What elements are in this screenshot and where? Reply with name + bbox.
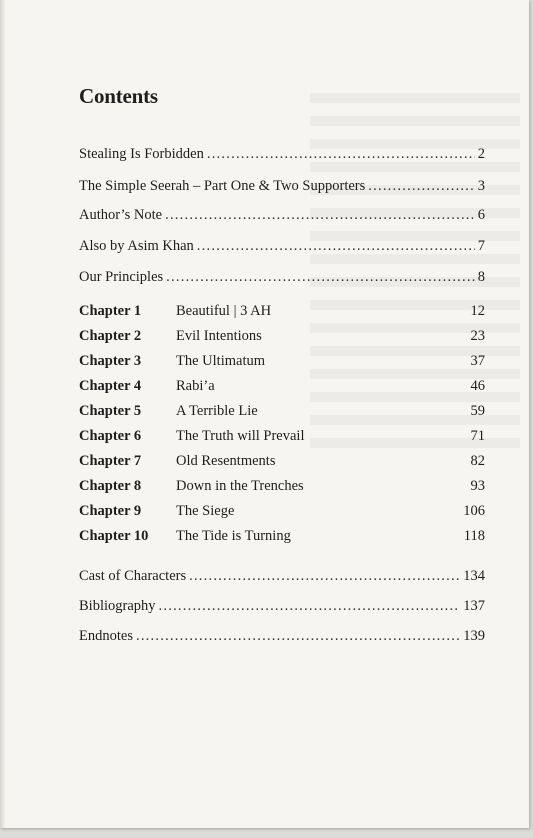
toc-entry[interactable]: [79, 568, 485, 585]
toc-leader-dots: [165, 207, 475, 224]
page-binding-shadow: [0, 0, 6, 828]
toc-chapter-row[interactable]: [79, 453, 485, 470]
toc-leader-dots: [189, 568, 460, 585]
chapter-page: 118: [463, 528, 485, 544]
chapter-title: Evil Intentions: [176, 328, 262, 344]
chapter-title: Old Resentments: [176, 453, 276, 469]
chapter-number: Chapter 4: [79, 378, 142, 394]
toc-entry[interactable]: [79, 238, 485, 255]
chapter-page: 106: [463, 503, 485, 519]
chapter-title: Beautiful | 3 AH: [176, 303, 272, 319]
chapter-page: 71: [470, 428, 485, 444]
toc-leader-dots: [368, 178, 474, 195]
toc-entry-label: Bibliography: [79, 598, 156, 614]
toc-chapter-row[interactable]: [79, 328, 485, 345]
chapter-number: Chapter 8: [79, 478, 142, 494]
chapter-page: 23: [470, 328, 485, 344]
toc-chapter-row[interactable]: [79, 303, 485, 320]
chapter-title: The Siege: [176, 503, 235, 519]
chapter-page: 37: [470, 353, 485, 369]
toc-entry-page: 137: [463, 598, 485, 614]
toc-entry-page: 3: [477, 178, 485, 194]
chapter-title: The Truth will Prevail: [176, 428, 305, 444]
toc-entry-label: Author’s Note: [79, 207, 163, 223]
toc-entry-page: 139: [463, 628, 485, 644]
toc-entry[interactable]: [79, 628, 485, 645]
toc-chapter-row[interactable]: [79, 403, 485, 420]
toc-entry-label: Stealing Is Forbidden: [79, 146, 204, 162]
toc-entry-label: Endnotes: [79, 628, 133, 644]
chapter-title: The Ultimatum: [176, 353, 265, 369]
chapter-number: Chapter 10: [79, 528, 149, 544]
chapter-number: Chapter 1: [79, 303, 142, 319]
toc-entry[interactable]: [79, 598, 485, 615]
toc-entry-page: 7: [477, 238, 485, 254]
chapter-number: Chapter 2: [79, 328, 142, 344]
toc-leader-dots: [166, 269, 475, 286]
toc-leader-dots: [136, 628, 460, 645]
toc-leader-dots: [207, 146, 475, 163]
toc-chapter-row[interactable]: [79, 378, 485, 395]
toc-entry-page: 134: [463, 568, 485, 584]
toc-leader-dots: [159, 598, 461, 615]
chapter-title: The Tide is Turning: [176, 528, 291, 544]
toc-chapter-row[interactable]: [79, 478, 485, 495]
page-title: Contents: [79, 84, 158, 108]
toc-entry[interactable]: [79, 178, 485, 195]
chapter-number: Chapter 6: [79, 428, 142, 444]
toc-entry[interactable]: [79, 146, 485, 163]
toc-entry[interactable]: [79, 269, 485, 286]
chapter-title: Down in the Trenches: [176, 478, 304, 494]
toc-entry-page: 2: [477, 146, 485, 162]
chapter-page: 82: [470, 453, 485, 469]
toc-chapter-row[interactable]: [79, 528, 485, 545]
toc-entry-page: 8: [477, 269, 485, 285]
chapter-page: 93: [470, 478, 485, 494]
chapter-page: 59: [470, 403, 485, 419]
chapter-title: A Terrible Lie: [176, 403, 258, 419]
chapter-page: 12: [470, 303, 485, 319]
toc-entry[interactable]: [79, 207, 485, 224]
toc-entry-page: 6: [477, 207, 485, 223]
toc-entry-label: Also by Asim Khan: [79, 238, 194, 254]
chapter-number: Chapter 7: [79, 453, 142, 469]
chapter-number: Chapter 5: [79, 403, 142, 419]
toc-entry-label: Our Principles: [79, 269, 164, 285]
chapter-number: Chapter 9: [79, 503, 142, 519]
toc-leader-dots: [197, 238, 475, 255]
toc-chapter-row[interactable]: [79, 503, 485, 520]
chapter-page: 46: [470, 378, 485, 394]
chapter-number: Chapter 3: [79, 353, 142, 369]
toc-entry-label: Cast of Characters: [79, 568, 187, 584]
toc-chapter-row[interactable]: [79, 428, 485, 445]
toc-chapter-row[interactable]: [79, 353, 485, 370]
chapter-title: Rabi’a: [176, 378, 215, 394]
toc-entry-label: The Simple Seerah – Part One & Two Supporters: [79, 178, 366, 194]
